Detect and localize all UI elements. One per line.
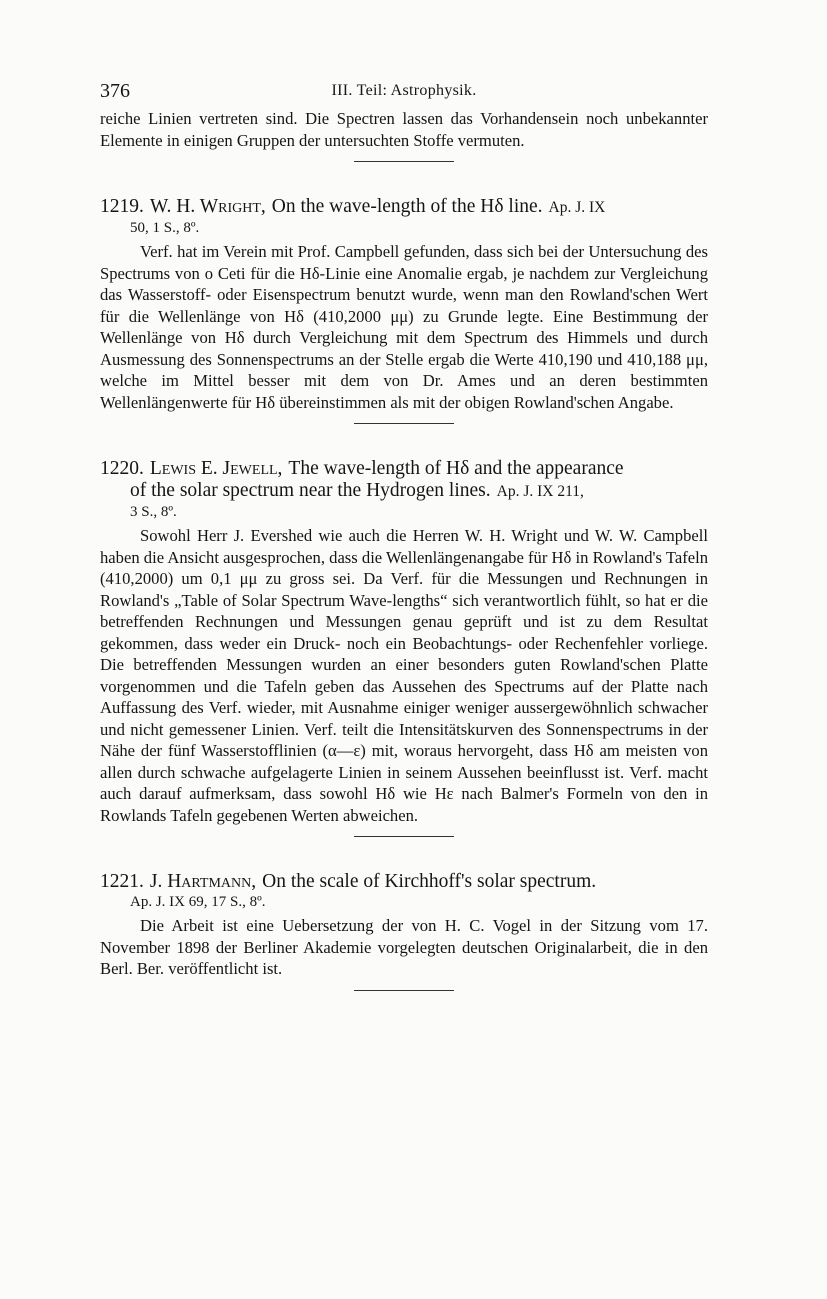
section-divider (354, 990, 454, 991)
entry-author: W. H. Wright, (149, 196, 266, 217)
entry-title: On the scale of Kirchhoff's solar spectrum. (262, 871, 597, 892)
page (100, 80, 708, 991)
intro-paragraph: reiche Linien vertreten sind. Die Spectren lassen das Vorhandensein noch unbekannter Elemente in einigen Gruppen der untersuchten Stoffe vermuten. (100, 109, 708, 150)
entry-meta: Ap. J. IX 69, 17 S., 8º. (130, 894, 266, 910)
entry-author: J. Hartmann, (149, 871, 257, 892)
entry-abstract: Sowohl Herr J. Evershed wie auch die Herren W. H. Wright und W. W. Campbell haben die Ansicht ausgesprochen, dass die Wellenlängenangabe für Hδ in Rowland's Tafeln (410,2000) um 0,1 μμ zu gross sei. Da Verf. für die Messungen und Rechnungen in Rowland's „Table of Solar Spectrum Wave-lengths“ sich verantwortlich fühlt, so hat er die betreffenden Rechnungen und Messungen genau geprüft und ist zu dem Resultat gekommen, dass weder ein Druck- noch ein Beobachtungs- oder Rechenfehler vorliege. Die betreffenden Messungen wurden an einer besonders guten Rowland'schen Platte vorgenommen und die Tafeln geben das Aussehen des Spectrums auf der Platte nach Auffassung des Verf. wieder, mit Ausnahme einiger weniger aussergewöhnlich schwacher und nicht gemessener Linien. Verf. teilt die Intensitätskurven des Sonnenspectrums in der Nähe der fünf Wasserstofflinien (α—ε) mit, woraus hervorgeht, dass Hδ am meisten von allen durch schwache aufgelagerte Linien in seinem Aussehen beeinflusst ist. Verf. macht auch darauf aufmerksam, dass sowohl Hδ wie Hε nach Balmer's Formeln von den in Rowlands Tafeln gegebenen Werten abweichen. (100, 526, 708, 825)
entry-title: The wave-length of Hδ and the appearance (288, 458, 624, 479)
entry-heading (100, 196, 708, 219)
entry-number: 1219. (100, 196, 144, 217)
entry-1220 (100, 458, 708, 837)
entry-abstract: Verf. hat im Verein mit Prof. Campbell gefunden, dass sich bei der Untersuchung des Spectrums von ο Ceti für die Hδ-Linie eine Anomalie ergab, je nachdem zur Vergleichung das Wasserstoff- oder Eisenspectrum benutzt wurde, wenn man den Rowland'schen Wert für die Wellenlänge von Hδ (410,2000 μμ) zu Grunde legte. Eine Bestimmung der Wellenlänge von Hδ durch Vergleichung mit dem Spectrum des Himmels und durch Ausmessung des Sonnenspectrums an der Stelle ergab die Werte 410,190 und 410,188 μμ, welche im Mittel besser mit dem von Dr. Ames und an deren bestimmten Wellenlängenwerte für Hδ übereinstimmen als mit der obigen Rowland'schen Angabe. (100, 242, 708, 412)
section-divider (354, 161, 454, 162)
running-head (100, 80, 708, 108)
page-number: 376 (100, 80, 130, 102)
entry-title: On the wave-length of the Hδ line. (271, 196, 543, 217)
running-title: III. Teil: Astrophysik. (331, 82, 477, 99)
entry-reference: Ap. J. IX 211, (496, 483, 584, 500)
entry-author: Lewis E. Jewell, (149, 458, 283, 479)
entry-number: 1221. (100, 871, 144, 892)
entry-heading (100, 871, 708, 893)
entry-title-continued: of the solar spectrum near the Hydrogen lines. (130, 480, 491, 501)
entry-number: 1220. (100, 458, 144, 479)
entry-reference: Ap. J. IX (548, 199, 606, 216)
entry-meta: 50, 1 S., 8º. (130, 220, 200, 236)
entry-1219 (100, 196, 708, 424)
entry-abstract: Die Arbeit ist eine Uebersetzung der von H. C. Vogel in der Sitzung vom 17. November 1898 der Berliner Akademie vorgelegten deutschen Originalarbeit, die in den Berl. Ber. veröffentlicht ist. (100, 916, 708, 978)
entry-heading (100, 458, 708, 480)
entry-1221 (100, 871, 708, 991)
section-divider (354, 836, 454, 837)
entry-heading-continued (100, 480, 708, 503)
entry-meta: 3 S., 8º. (130, 504, 177, 520)
section-divider (354, 423, 454, 424)
